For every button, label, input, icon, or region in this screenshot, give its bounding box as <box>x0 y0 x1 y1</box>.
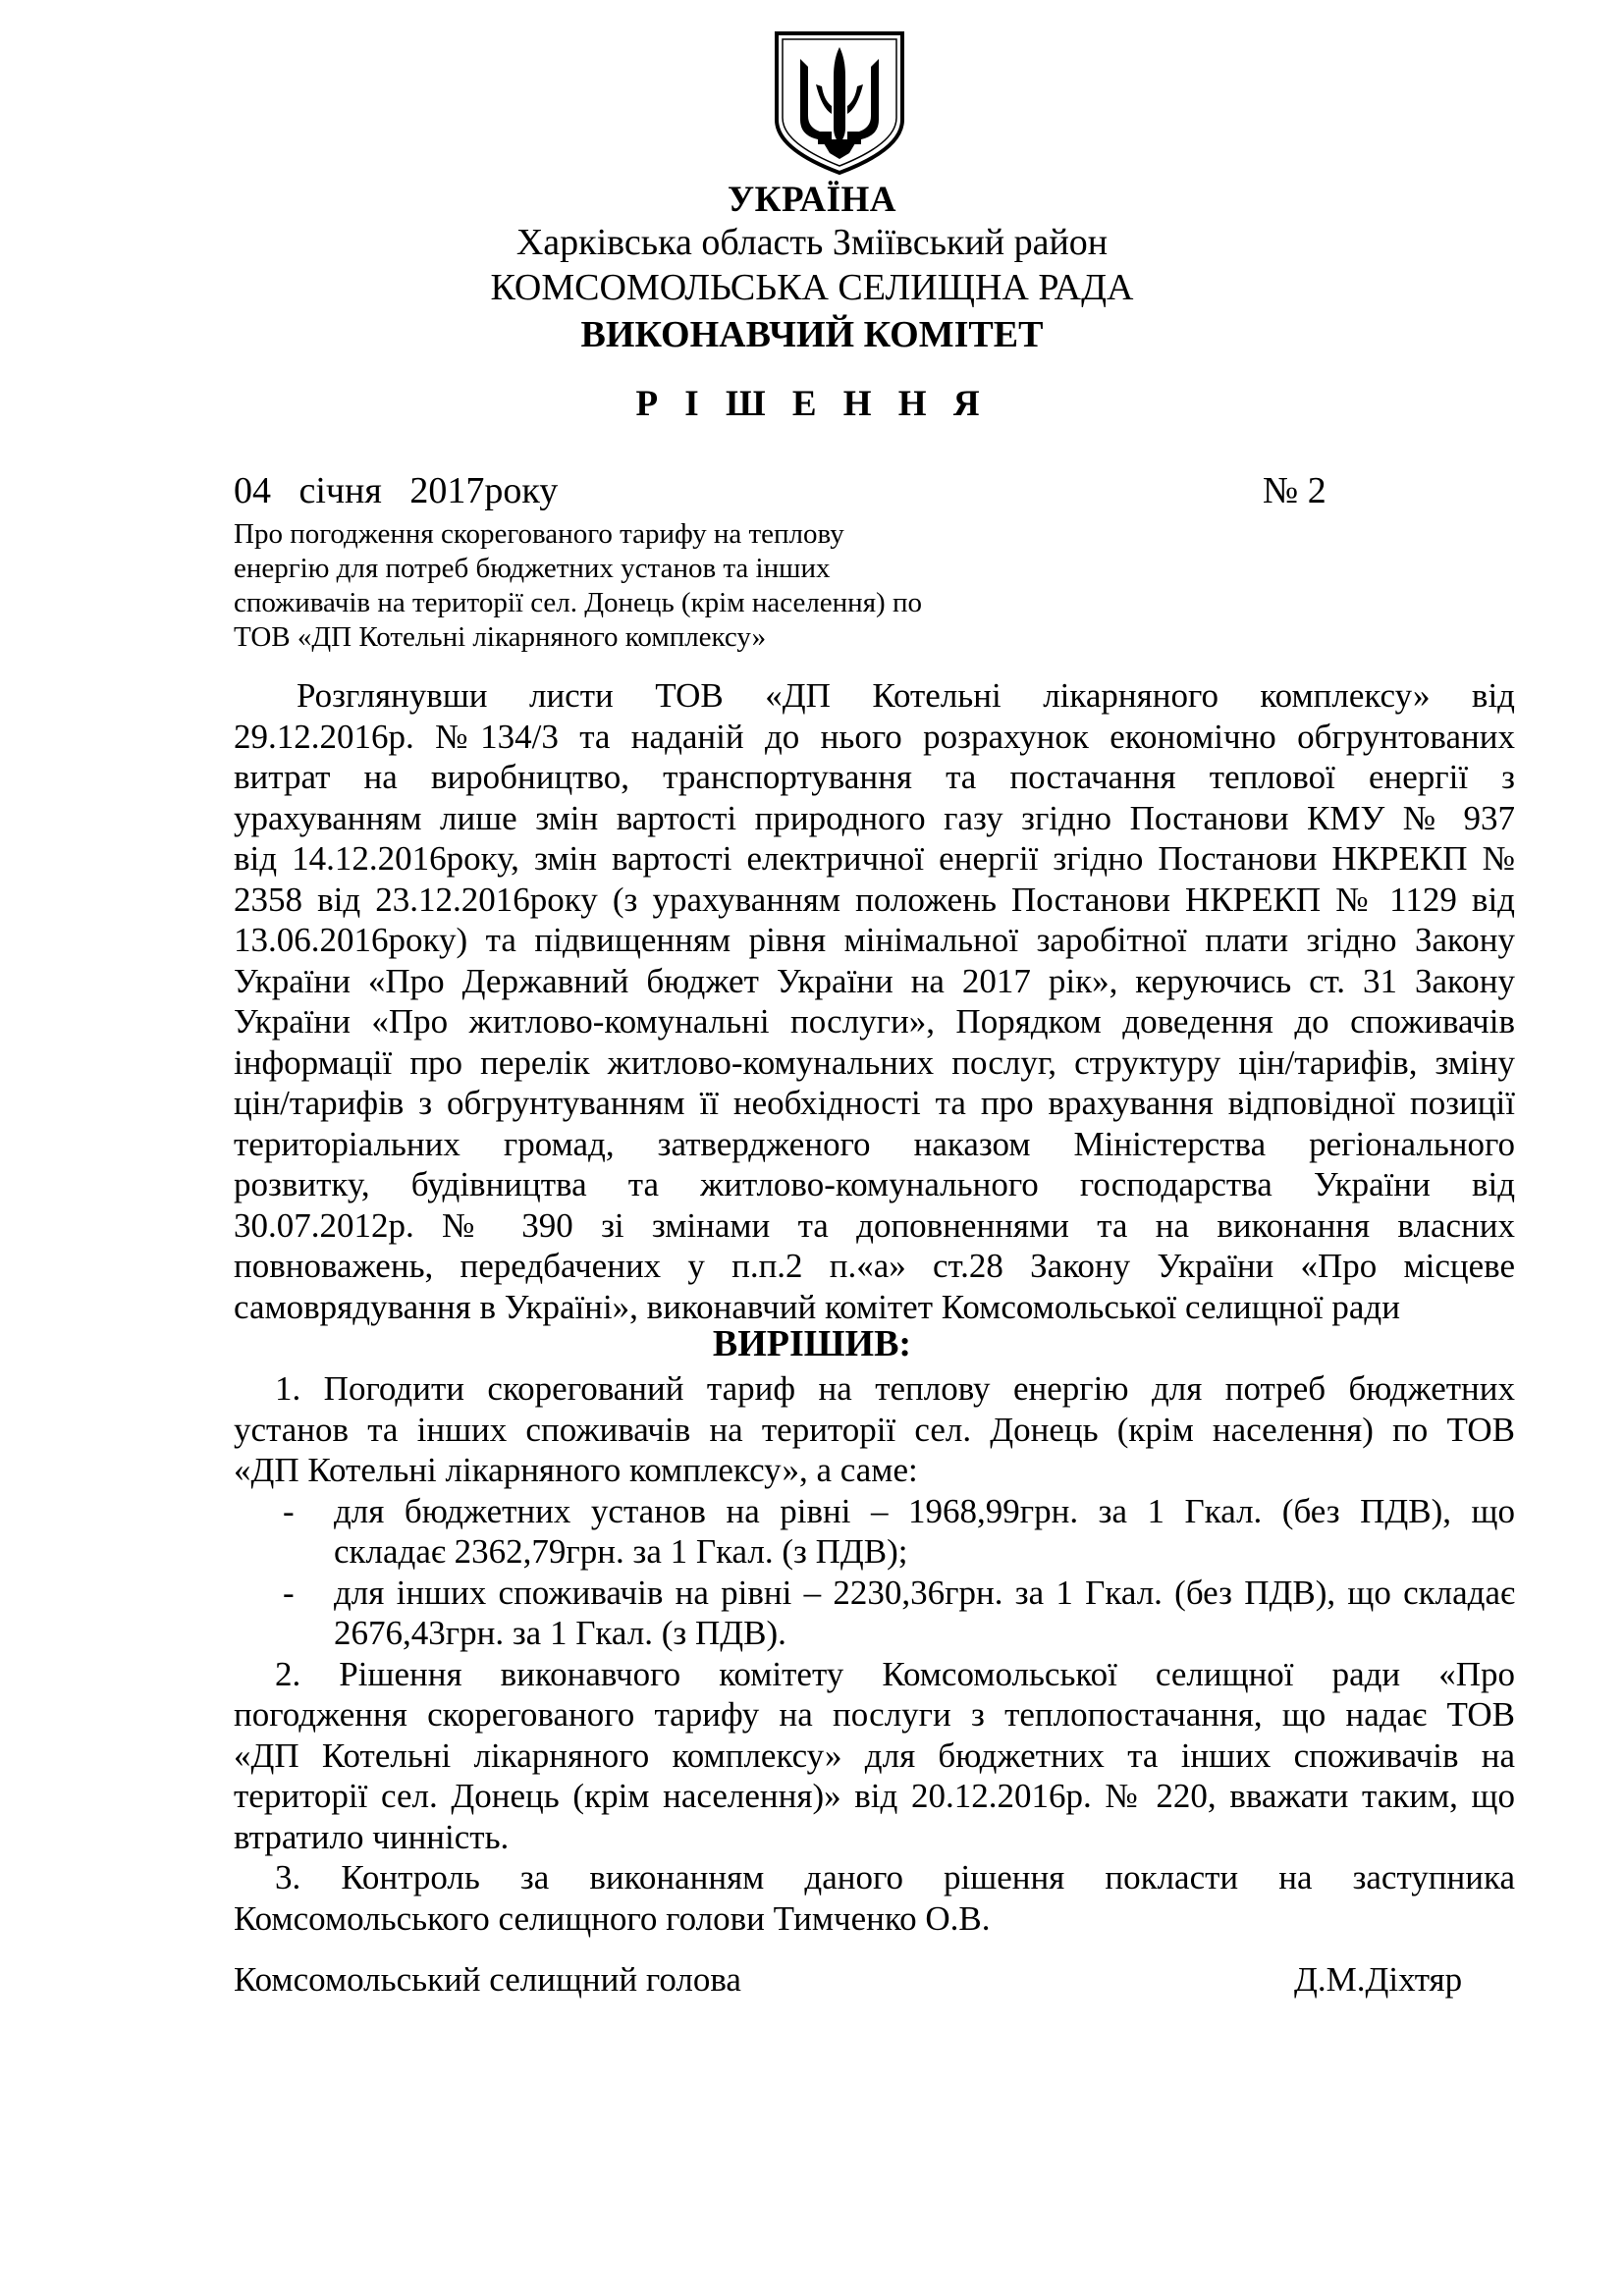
preamble-paragraph <box>234 675 1515 1327</box>
subject-line: споживачів на території сел. Донець (крім населення) по <box>234 587 922 618</box>
item2-line: втратило чинність. <box>234 1817 510 1856</box>
signatory-position: Комсомольський селищний голова <box>234 1960 741 1999</box>
decision-number: № 2 <box>1263 470 1326 511</box>
signatory-name: Д.М.Діхтяр <box>1294 1960 1463 1999</box>
preamble-line: самоврядування в Україні», виконавчий комітет Комсомольської селищної ради <box>234 1287 1400 1326</box>
decision-subject <box>234 517 1019 655</box>
preamble-line: 30.07.2012р. № 390 зі змінами та доповненнями та на виконання власних <box>234 1205 1515 1245</box>
subject-line: ТОВ «ДП Котельні лікарняного комплексу» <box>234 621 767 653</box>
bullet-dash: - <box>283 1573 295 1612</box>
bullet-line: 2676,43грн. за 1 Гкал. (з ПДВ). <box>334 1614 786 1652</box>
resolved-heading: ВИРІШИВ: <box>712 1323 912 1364</box>
region-heading: Харківська область Зміївський район <box>515 222 1109 263</box>
item1-line: установ та інших споживачів на території сел. Донець (крім населення) по ТОВ <box>234 1410 1515 1449</box>
preamble-line: 13.06.2016року) та підвищенням рівня мінімальної заробітної плати згідно Закону <box>234 921 1515 959</box>
preamble-line: України «Про Державний бюджет України на 2017 рік», керуючись ст. 31 Закону <box>234 961 1515 1000</box>
preamble-line: Розглянувши листи ТОВ «ДП Котельні лікарняного комплексу» від <box>297 676 1515 715</box>
item2-line: 2. Рішення виконавчого комітету Комсомольської селищної ради «Про <box>275 1654 1515 1693</box>
preamble-line: інформації про перелік житлово-комунальних послуг, структуру цін/тарифів, зміну <box>234 1042 1515 1082</box>
bullet-line: для бюджетних установ на рівні – 1968,99грн. за 1 Гкал. (без ПДВ), що <box>334 1491 1515 1530</box>
tariff-bullet-other <box>234 1573 1515 1654</box>
bullet-line: складає 2362,79грн. за 1 Гкал. (з ПДВ); <box>334 1532 908 1571</box>
preamble-line: розвитку, будівництва та житлово-комунального господарства України від <box>234 1165 1515 1203</box>
document-title: Р І Ш Е Н Н Я <box>635 384 989 424</box>
decision-date: 04 січня 2017року <box>234 470 559 511</box>
preamble-line: 29.12.2016р. №134/3 та наданій до нього розрахунок економічно обгрунтованих <box>234 717 1515 756</box>
decision-items <box>234 1368 1515 1939</box>
council-heading: КОМСОМОЛЬСЬКА СЕЛИЩНА РАДА <box>490 267 1134 308</box>
preamble-line: територіальних громад, затвердженого наказом Міністерства регіонального <box>234 1124 1515 1163</box>
preamble-line: повноважень, передбачених у п.п.2 п.«а» ст.28 Закону України «Про місцеве <box>234 1247 1515 1285</box>
item1-line: «ДП Котельні лікарняного комплексу», а саме: <box>234 1451 918 1489</box>
item1-line: 1. Погодити скорегований тариф на теплову енергію для потреб бюджетних <box>275 1369 1515 1408</box>
preamble-line: України «Про житлово-комунальні послуги», Порядком доведення до споживачів <box>234 1002 1515 1041</box>
item2-line: території сел. Донець (крім населення)» від 20.12.2016р. № 220, вважати таким, що <box>234 1777 1515 1815</box>
preamble-line: 2358 від 23.12.2016року (з урахуванням положень Постанови НКРЕКП № 1129 від <box>234 880 1515 919</box>
bullet-line: для інших споживачів на рівні – 2230,36грн. за 1 Гкал. (без ПДВ), що складає <box>334 1573 1515 1612</box>
committee-heading: ВИКОНАВЧИЙ КОМІТЕТ <box>580 314 1044 355</box>
preamble-line: витрат на виробництво, транспортування та постачання теплової енергії з <box>234 758 1515 796</box>
item3-line: Комсомольського селищного голови Тимченко О.В. <box>234 1898 991 1938</box>
bullet-dash: - <box>283 1491 295 1530</box>
item3-line: 3. Контроль за виконанням даного рішення покласти на заступника <box>275 1858 1515 1896</box>
country-heading: УКРАЇНА <box>728 180 896 220</box>
subject-line: Про погодження скорегованого тарифу на теплову <box>234 518 844 550</box>
preamble-line: цін/тарифів з обгрунтуванням її необхідності та про врахування відповідної позиції <box>234 1084 1515 1122</box>
preamble-line: від 14.12.2016року, змін вартості електричної енергії згідно Постанови НКРЕКП № <box>234 839 1515 878</box>
item2-line: «ДП Котельні лікарняного комплексу» для бюджетних та інших споживачів на <box>234 1735 1515 1775</box>
trident-emblem-icon <box>771 29 908 177</box>
tariff-bullet-budget <box>234 1491 1515 1573</box>
item2-line: погодження скорегованого тарифу на послуги з теплопостачання, що надає ТОВ <box>234 1695 1515 1734</box>
subject-line: енергію для потреб бюджетних установ та інших <box>234 553 831 584</box>
preamble-line: урахуванням лише змін вартості природного газу згідно Постанови КМУ № 937 <box>234 798 1515 837</box>
